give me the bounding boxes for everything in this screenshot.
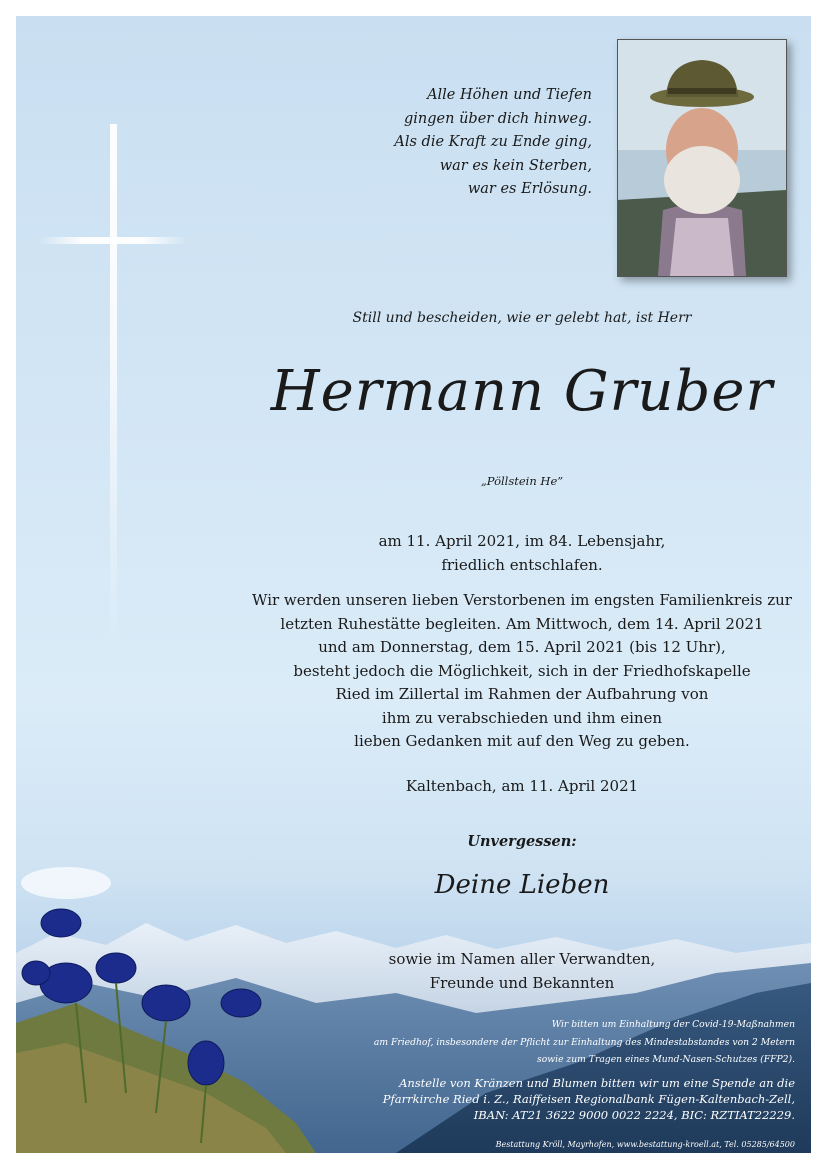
poem-line: Als die Kraft zu Ende ging, — [394, 134, 592, 150]
death-line: am 11. April 2021, im 84. Lebensjahr, — [378, 532, 666, 550]
portrait-photo — [617, 39, 787, 277]
intro-text: Still und bescheiden, wie er gelebt hat, ist Herr — [352, 310, 692, 326]
donation-note — [383, 1075, 795, 1123]
farewell-line: ihm zu verabschieden und ihm einen — [381, 708, 663, 727]
relatives-text — [248, 948, 796, 995]
donation-line: Pfarrkirche Ried i. Z., Raiffeisen Regionalbank Fügen-Kaltenbach-Zell, — [382, 1092, 795, 1106]
relatives-line: Freunde und Bekannten — [429, 973, 615, 992]
deceased-name: Hermann Gruber — [270, 359, 774, 424]
poem-line: war es kein Sterben, — [439, 157, 592, 174]
poem-line: gingen über dich hinweg. — [404, 110, 592, 127]
funeral-home-footer: Bestattung Kröll, Mayrhofen, www.bestattung-kroell.at, Tel. 05285/64500 — [495, 1140, 795, 1149]
obituary-card — [16, 16, 811, 1153]
signature: Deine Lieben — [434, 870, 610, 900]
farewell-line: lieben Gedanken mit auf den Weg zu geben. — [354, 732, 690, 750]
farewell-paragraph — [248, 589, 796, 754]
poem — [394, 84, 592, 202]
poem-line: war es Erlösung. — [467, 181, 592, 197]
covid-note — [374, 1016, 795, 1069]
poem-line: Alle Höhen und Tiefen — [427, 87, 592, 103]
cross-symbol — [38, 124, 188, 644]
donation-line: Anstelle von Kränzen und Blumen bitten wir um eine Spende an die — [399, 1076, 795, 1090]
unvergessen-label: Unvergessen: — [467, 833, 577, 850]
farewell-line: Ried im Zillertal im Rahmen der Aufbahrung von — [335, 685, 709, 703]
place-date: Kaltenbach, am 11. April 2021 — [405, 777, 639, 795]
farewell-line: besteht jedoch die Möglichkeit, sich in der Friedhofskapelle — [293, 661, 751, 680]
death-notice — [248, 530, 796, 577]
farewell-line: und am Donnerstag, dem 15. April 2021 (bis 12 Uhr), — [318, 638, 726, 656]
death-line: friedlich entschlafen. — [441, 555, 603, 574]
relatives-line: sowie im Namen aller Verwandten, — [388, 950, 656, 968]
covid-line: sowie zum Tragen eines Mund-Nasen-Schutzes (FFP2). — [537, 1054, 795, 1065]
farewell-line: letzten Ruhestätte begleiten. Am Mittwoch, dem 14. April 2021 — [280, 614, 764, 633]
donation-line: IBAN: AT21 3622 9000 0022 2224, BIC: RZTIAT22229. — [473, 1108, 795, 1122]
covid-line: Wir bitten um Einhaltung der Covid-19-Maßnahmen — [551, 1019, 795, 1030]
covid-line: am Friedhof, insbesondere der Pflicht zur Einhaltung des Mindestabstandes von 2 Metern — [373, 1036, 795, 1048]
nickname: „Pöllstein He” — [480, 474, 564, 488]
farewell-line: Wir werden unseren lieben Verstorbenen im engsten Familienkreis zur — [252, 591, 792, 609]
